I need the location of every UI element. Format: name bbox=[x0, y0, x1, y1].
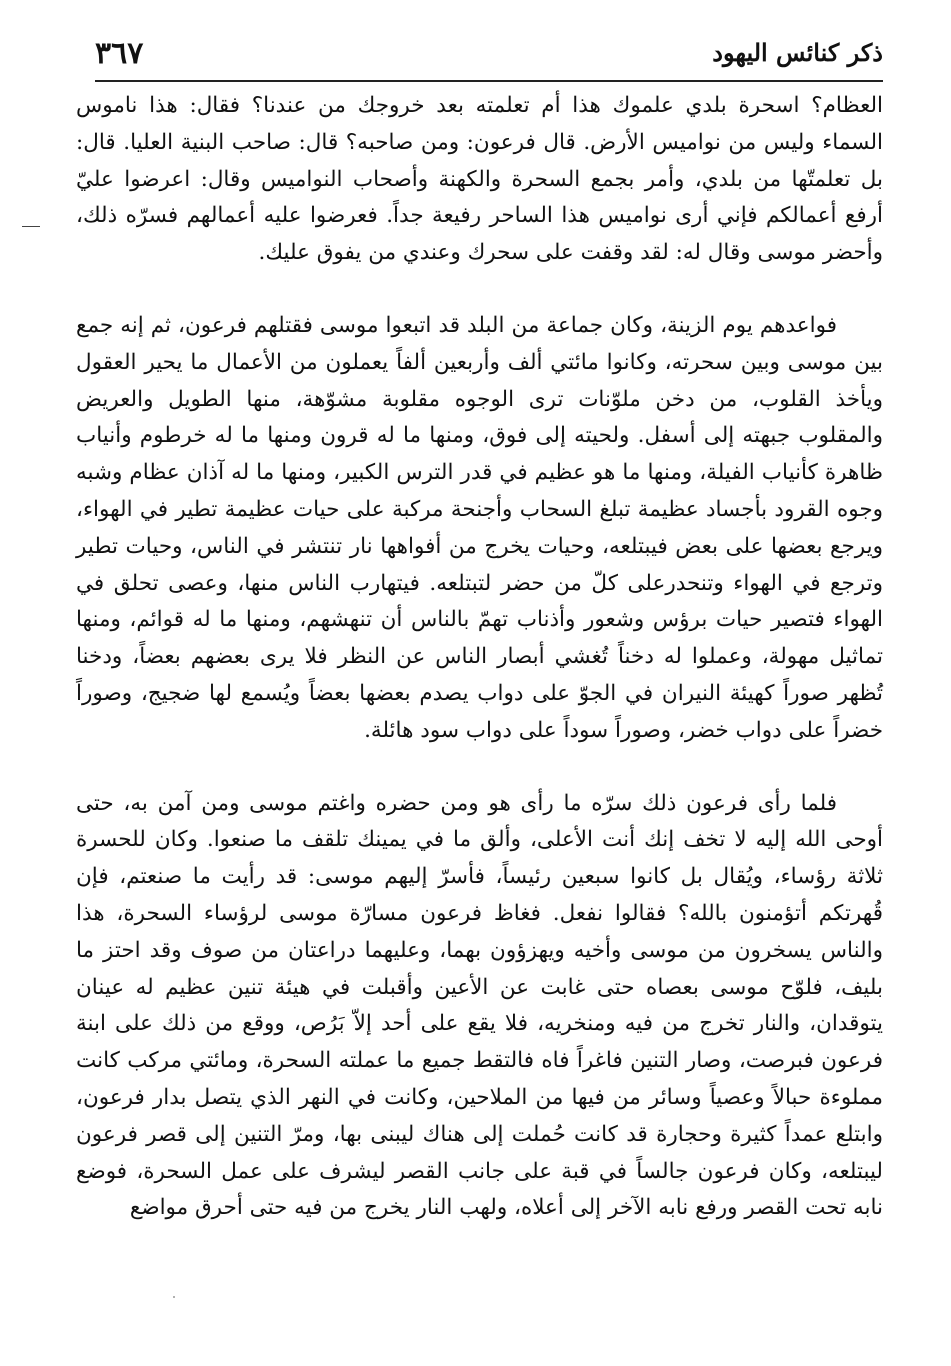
header-rule bbox=[95, 80, 883, 82]
page-number: ٣٦٧ bbox=[95, 36, 144, 71]
page-header bbox=[95, 30, 883, 78]
paragraph-1: العظام؟ اسحرة بلدي علموك هذا أم تعلمته بعد خروجك من عندنا؟ فقال: هذا ناموس السماء وليس من نواميس الأرض. قال فرعون: ومن صاحبه؟ قال: صاحب البنية العليا. قال: بل تعلمتّها من بلدي، وأمر بجمع السحرة والكهنة وأصحاب النواميس وقال: اعرضوا عليّ أرفع أعمالكم فإني أرى نواميس هذا الساحر رفيعة جداً. فعرضوا عليه أعمالهم فسرّه ذلك، وأحضر موسى وقال له: لقد وقفت على سحرك وعندي من يفوق عليك. bbox=[76, 93, 883, 266]
margin-mark bbox=[22, 226, 40, 227]
scan-speck bbox=[173, 1296, 175, 1298]
paragraph-gap bbox=[76, 272, 883, 308]
paragraph-2: فواعدهم يوم الزينة، وكان جماعة من البلد قد اتبعوا موسى فقتلهم فرعون، ثم إنه جمع بين موسى وبين سحرته، وكانوا مائتي ألف وأربعين ألفاً يعملون من الأعمال ما يحير العقول ويأخذ القلوب، من دخن ملوّنات ترى الوجوه مقلوبة مشوّهة، منها الطويل والعريض والمقلوب جبهته إلى أسفل. ولحيته إلى فوق، ومنها ما له قرون ومنها ما له خرطوم وأنياب ظاهرة كأنياب الفيلة، ومنها ما هو عظيم في قدر الترس الكبير، ومنها ما له آذان عظام وشبه وجوه القرود بأجساد عظيمة تبلغ السحاب وأجنحة مركبة على حيات عظيمة تطير في الهواء، ويرجع بعضها على بعض فيبتلعه، وحيات يخرج من أفواهها نار تنتشر في الناس، وحيات تطير وترجع في الهواء وتنحدرعلى كلّ من حضر لتبتلعه. فيتهارب الناس منها، وعصى تحلق في الهواء فتصير حيات برؤس وشعور وأذناب تهمّ بالناس أن تنهشهم، ومنها ما له قوائم، ومنها تماثيل مهولة، وعملوا له دخناً تُغشي أبصار الناس عن النظر فلا يرى بعضهم بعضاً، ودخنا تُظهر صوراً كهيئة النيران في الجوّ على دواب يصدم بعضها بعضاً ويُسمع لها ضجيج، وصوراً خضراً على دواب خضر، وصوراً سوداً على دواب سود هائلة. bbox=[76, 312, 883, 743]
running-title: ذكر كنائس اليهود bbox=[712, 38, 883, 67]
page-body bbox=[76, 88, 883, 1227]
paragraph-gap bbox=[76, 750, 883, 786]
paragraph-3: فلما رأى فرعون ذلك سرّه ما رأى هو ومن حضره واغتم موسى ومن آمن به، حتى أوحى الله إليه لا تخف إنك أنت الأعلى، وألق ما في يمينك تلقف ما صنعوا. وكان للحسرة ثلاثة رؤساء، ويُقال بل كانوا سبعين رئيساً، فأسرّ إليهم موسى: قد رأيت ما صنعتم، فإن قُهرتكم أتؤمنون بالله؟ فقالوا نفعل. فغاظ فرعون مسارّة موسى لرؤساء السحرة، هذا والناس يسخرون من موسى وأخيه ويهزؤون بهما، وعليهما دراعتان من صوف وقد احتز ما بليف، فلوّح موسى بعصاه حتى غابت عن الأعين وأقبلت في هيئة تنين عظيم له عينان يتوقدان، والنار تخرج من فيه ومنخريه، فلا يقع على أحد إلاّ بَرُص، ووقع من ذلك على ابنة فرعون فبرصت، وصار التنين فاغراً فاه فالتقط جميع ما عملته السحرة، ومائتي مركب كانت مملوءة حبالاً وعصياً وسائر من فيها من الملاحين، وكانت في النهر الذي يتصل بدار فرعون، وابتلع عمداً كثيرة وحجارة قد كانت حُملت إلى هناك ليبنى بها، ومرّ التنين إلى قصر فرعون ليبتلعه، وكان فرعون جالساً في قبة على جانب القصر ليشرف على عمل السحرة، فوضع نابه تحت القصر ورفع نابه الآخر إلى أعلاه، ولهب النار يخرج من فيه حتى أحرق مواضع bbox=[76, 790, 883, 1221]
